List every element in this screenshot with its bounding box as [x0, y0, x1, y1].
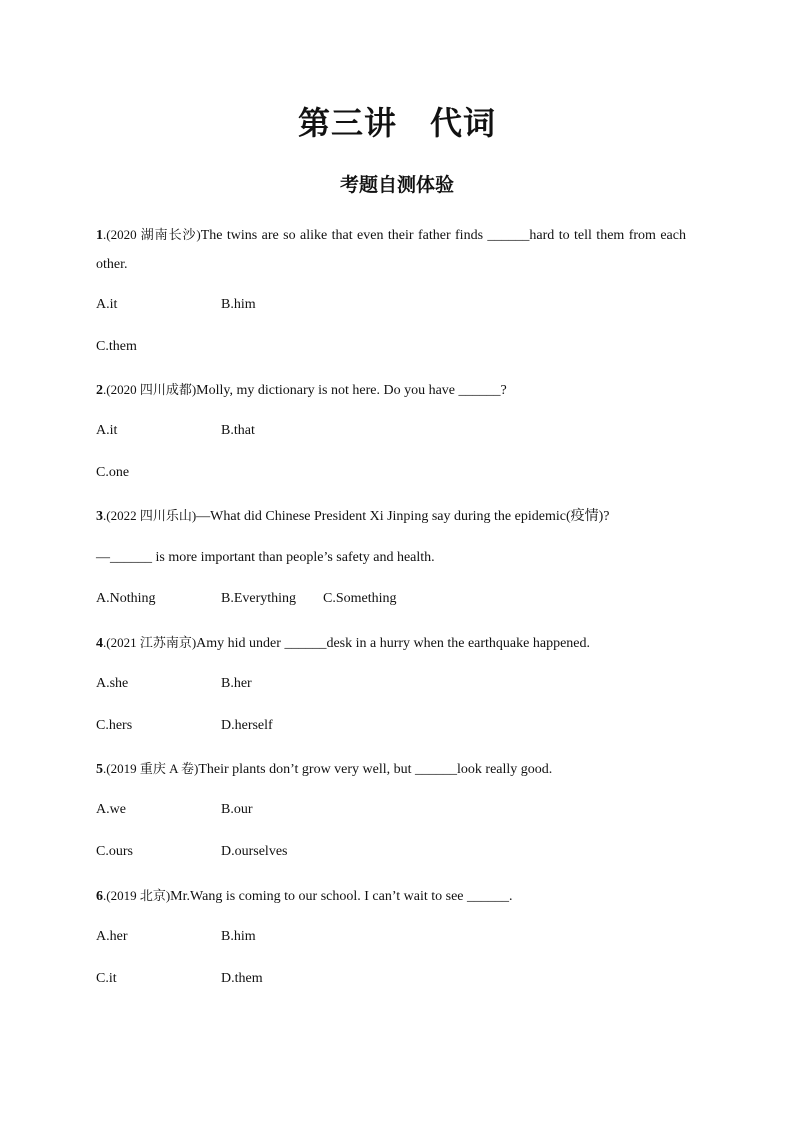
question-text: Mr.Wang is coming to our school. I can’t wait to see ______.: [170, 889, 513, 904]
question-source: .(2020 四川成都): [103, 382, 197, 397]
question-text: Their plants don’t grow very well, but ______look really good.: [198, 762, 553, 777]
option-c[interactable]: C.them: [96, 339, 137, 354]
option-c[interactable]: C.one: [96, 465, 130, 480]
option-b[interactable]: B.him: [221, 929, 256, 944]
question-6: [96, 881, 686, 911]
question-number: 5: [96, 762, 103, 777]
question-number: 1: [96, 228, 103, 243]
option-c[interactable]: C.it: [96, 971, 117, 986]
option-a[interactable]: A.we: [96, 802, 126, 817]
question-number: 2: [96, 383, 103, 398]
question-source: .(2019 重庆 A 卷): [103, 761, 199, 776]
option-a[interactable]: A.her: [96, 929, 128, 944]
question-number: 6: [96, 889, 103, 904]
question-3: [96, 501, 686, 531]
option-a[interactable]: A.she: [96, 676, 129, 691]
question-text: —What did Chinese President Xi Jinping say during the epidemic(疫情)?: [196, 509, 610, 524]
question-text: Amy hid under ______desk in a hurry when the earthquake happened.: [196, 636, 591, 651]
section-heading: 考题自测体验: [339, 175, 454, 196]
option-a[interactable]: A.Nothing: [96, 591, 156, 606]
option-d[interactable]: D.herself: [221, 718, 273, 733]
option-b[interactable]: B.our: [221, 802, 253, 817]
option-a[interactable]: A.it: [96, 297, 118, 312]
option-a[interactable]: A.it: [96, 423, 118, 438]
option-c[interactable]: C.Something: [323, 591, 397, 606]
option-b[interactable]: B.him: [221, 297, 256, 312]
option-c[interactable]: C.ours: [96, 844, 133, 859]
question-text: The twins are so alike that even their father finds ______hard to tell them from each other.: [96, 228, 686, 272]
question-source: .(2022 四川乐山): [103, 508, 197, 523]
question-number: 4: [96, 636, 103, 651]
option-b[interactable]: B.her: [221, 676, 252, 691]
option-b[interactable]: B.Everything: [221, 591, 297, 606]
question-1: [96, 220, 686, 279]
question-source: .(2021 江苏南京): [103, 635, 197, 650]
question-source: .(2019 北京): [103, 888, 171, 903]
option-d[interactable]: D.them: [221, 971, 263, 986]
question-text-line-2: —______ is more important than people’s safety and health.: [96, 550, 435, 565]
question-5: [96, 754, 686, 784]
question-2: [96, 375, 686, 405]
question-3-reply: [96, 543, 686, 572]
option-d[interactable]: D.ourselves: [221, 844, 288, 859]
option-b[interactable]: B.that: [221, 423, 255, 438]
question-text: Molly, my dictionary is not here. Do you have ______?: [196, 383, 507, 398]
question-number: 3: [96, 509, 103, 524]
page-title: 第三讲 代词: [297, 105, 496, 141]
question-4: [96, 628, 686, 658]
question-source: .(2020 湖南长沙): [103, 227, 201, 242]
option-c[interactable]: C.hers: [96, 718, 133, 733]
